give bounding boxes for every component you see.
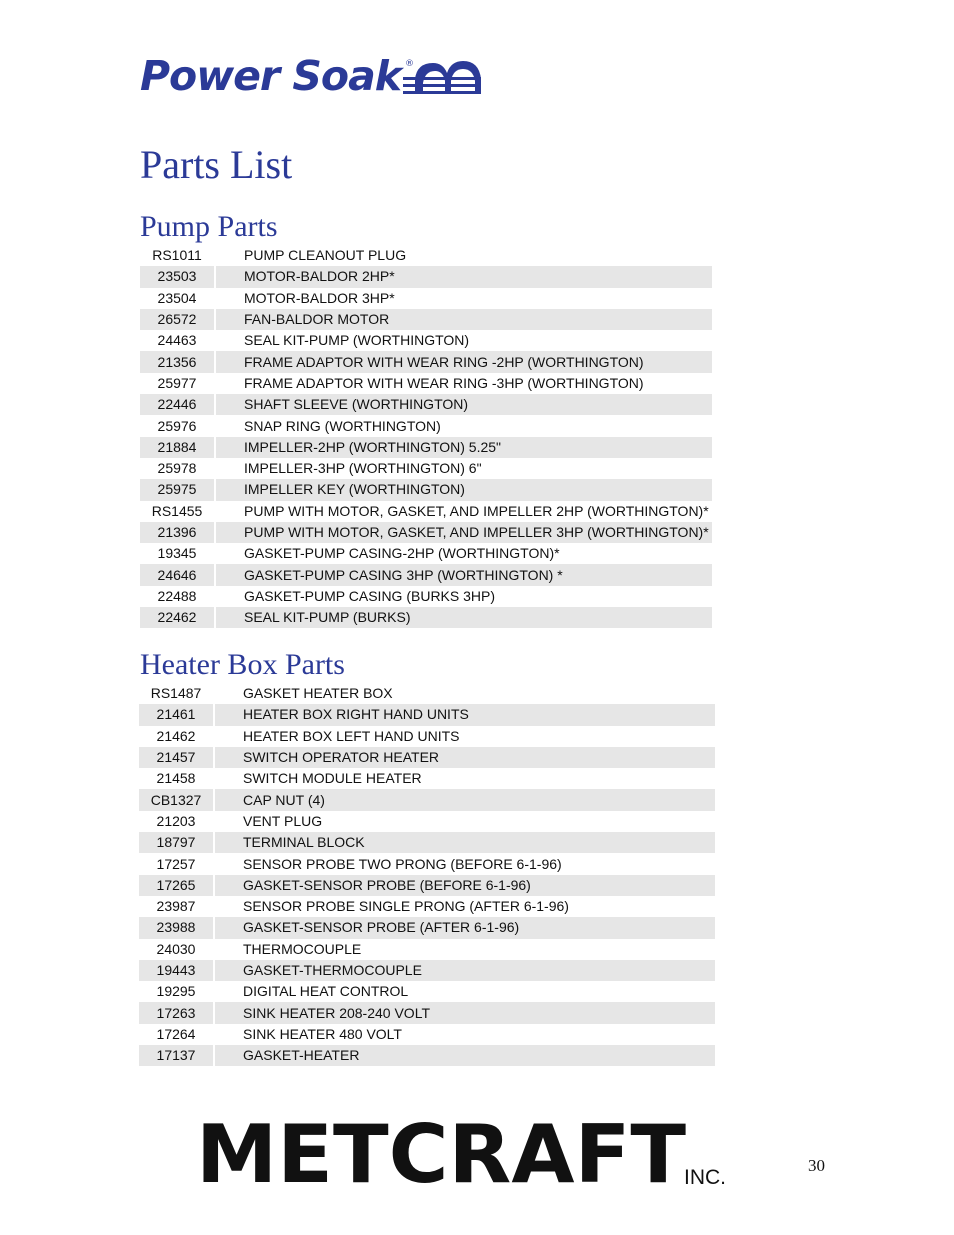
part-description: HEATER BOX RIGHT HAND UNITS: [214, 704, 715, 725]
soak-wave-icon: [403, 55, 483, 95]
part-number: 18797: [139, 832, 214, 853]
registered-mark: ®: [405, 59, 415, 69]
table-row: [139, 853, 715, 874]
part-description: CAP NUT (4): [214, 789, 715, 810]
part-number: 22462: [140, 607, 215, 628]
table-row: [140, 309, 712, 330]
table-row: [140, 245, 712, 266]
heater-box-parts-heading: Heater Box Parts: [140, 648, 345, 681]
part-description: SENSOR PROBE SINGLE PRONG (AFTER 6-1-96): [243, 898, 569, 915]
part-number: 24646: [140, 564, 215, 585]
pump-parts-table: [140, 245, 712, 628]
brand-name: Power Soak: [140, 52, 402, 100]
part-description: SINK HEATER 208-240 VOLT: [214, 1002, 715, 1023]
part-description: TERMINAL BLOCK: [214, 832, 715, 853]
part-number: 21457: [139, 747, 214, 768]
part-number: 23503: [140, 266, 215, 287]
part-number: 19295: [139, 981, 214, 1002]
table-row: [139, 1024, 715, 1045]
table-row: [140, 543, 712, 564]
part-number: 25977: [140, 373, 215, 394]
part-description: THERMOCOUPLE: [243, 940, 362, 957]
part-description: PUMP WITH MOTOR, GASKET, AND IMPELLER 2HP (WORTHINGTON)*: [244, 502, 709, 519]
table-row: [139, 683, 715, 704]
part-number: 23987: [139, 896, 214, 917]
part-description: IMPELLER-2HP (WORTHINGTON) 5.25": [215, 437, 712, 458]
part-description: SINK HEATER 480 VOLT: [243, 1025, 402, 1042]
part-description: GASKET-THERMOCOUPLE: [214, 960, 715, 981]
part-description: PUMP WITH MOTOR, GASKET, AND IMPELLER 3HP (WORTHINGTON)*: [215, 522, 712, 543]
part-number: 21884: [140, 437, 215, 458]
part-description: SWITCH OPERATOR HEATER: [214, 747, 715, 768]
part-number: 26572: [140, 309, 215, 330]
part-number: 23988: [139, 917, 214, 938]
power-soak-logo: [140, 52, 483, 98]
table-row: [140, 522, 712, 543]
table-row: [140, 266, 712, 287]
part-number: 17137: [139, 1045, 214, 1066]
part-number: RS1455: [140, 501, 215, 522]
inc-suffix: INC.: [684, 1166, 726, 1189]
table-row: [139, 747, 715, 768]
table-row: [139, 960, 715, 981]
part-number: 19345: [140, 543, 215, 564]
table-row: [140, 373, 712, 394]
part-number: 21203: [139, 811, 214, 832]
part-description: GASKET-PUMP CASING (BURKS 3HP): [244, 587, 496, 604]
part-number: 21356: [140, 351, 215, 372]
part-description: GASKET-SENSOR PROBE (BEFORE 6-1-96): [214, 875, 715, 896]
part-description: MOTOR-BALDOR 2HP*: [215, 266, 712, 287]
table-row: [140, 415, 712, 436]
part-description: SENSOR PROBE TWO PRONG (BEFORE 6-1-96): [243, 855, 562, 872]
part-number: 21396: [140, 522, 215, 543]
metcraft-logo: [196, 1118, 736, 1190]
table-row: [139, 768, 715, 789]
table-row: [140, 351, 712, 372]
part-description: GASKET HEATER BOX: [243, 685, 393, 702]
page-title: Parts List: [140, 142, 293, 187]
table-row: [140, 288, 712, 309]
part-description: DIGITAL HEAT CONTROL: [243, 983, 409, 1000]
table-row: [139, 811, 715, 832]
part-number: 22488: [140, 586, 215, 607]
table-row: [140, 607, 712, 628]
part-number: 19443: [139, 960, 214, 981]
part-description: FAN-BALDOR MOTOR: [215, 309, 712, 330]
table-row: [139, 1045, 715, 1066]
part-number: 25975: [140, 479, 215, 500]
part-description: GASKET-PUMP CASING-2HP (WORTHINGTON)*: [244, 545, 560, 562]
table-row: [139, 896, 715, 917]
part-description: PUMP CLEANOUT PLUG: [244, 247, 407, 264]
metcraft-wordmark: METCRAFT: [196, 1118, 687, 1190]
part-number: 21458: [139, 768, 214, 789]
part-number: RS1011: [140, 245, 215, 266]
part-number: 25978: [140, 458, 215, 479]
table-row: [139, 789, 715, 810]
table-row: [139, 917, 715, 938]
part-number: 24463: [140, 330, 215, 351]
table-row: [139, 875, 715, 896]
table-row: [140, 458, 712, 479]
table-row: [139, 726, 715, 747]
part-description: GASKET-HEATER: [214, 1045, 715, 1066]
part-description: SEAL KIT-PUMP (WORTHINGTON): [244, 332, 470, 349]
table-row: [140, 501, 712, 522]
pump-parts-heading: Pump Parts: [140, 210, 278, 243]
table-row: [140, 479, 712, 500]
part-number: 24030: [139, 939, 214, 960]
table-row: [139, 832, 715, 853]
table-row: [140, 437, 712, 458]
part-description: HEATER BOX LEFT HAND UNITS: [243, 727, 460, 744]
part-number: 17264: [139, 1024, 214, 1045]
table-row: [140, 564, 712, 585]
part-description: GASKET-PUMP CASING 3HP (WORTHINGTON) *: [215, 564, 712, 585]
part-description: FRAME ADAPTOR WITH WEAR RING -3HP (WORTHINGTON): [244, 374, 644, 391]
part-description: GASKET-SENSOR PROBE (AFTER 6-1-96): [214, 917, 715, 938]
part-number: 23504: [140, 288, 215, 309]
part-number: 25976: [140, 415, 215, 436]
part-number: RS1487: [139, 683, 214, 704]
table-row: [139, 939, 715, 960]
table-row: [140, 330, 712, 351]
heater-box-parts-table: [139, 683, 715, 1066]
part-number: 17257: [139, 853, 214, 874]
part-number: 21461: [139, 704, 214, 725]
part-description: SWITCH MODULE HEATER: [243, 770, 422, 787]
part-description: IMPELLER KEY (WORTHINGTON): [215, 479, 712, 500]
part-description: FRAME ADAPTOR WITH WEAR RING -2HP (WORTHINGTON): [215, 351, 712, 372]
part-description: SNAP RING (WORTHINGTON): [244, 417, 441, 434]
table-row: [140, 586, 712, 607]
table-row: [140, 394, 712, 415]
part-number: CB1327: [139, 789, 214, 810]
part-description: IMPELLER-3HP (WORTHINGTON) 6": [244, 460, 482, 477]
table-row: [139, 1002, 715, 1023]
part-number: 17263: [139, 1002, 214, 1023]
table-row: [139, 981, 715, 1002]
part-number: 22446: [140, 394, 215, 415]
part-description: MOTOR-BALDOR 3HP*: [244, 289, 395, 306]
part-description: SHAFT SLEEVE (WORTHINGTON): [215, 394, 712, 415]
part-description: SEAL KIT-PUMP (BURKS): [215, 607, 712, 628]
page-number: 30: [808, 1156, 825, 1175]
table-row: [139, 704, 715, 725]
part-description: VENT PLUG: [243, 812, 323, 829]
part-number: 17265: [139, 875, 214, 896]
part-number: 21462: [139, 726, 214, 747]
